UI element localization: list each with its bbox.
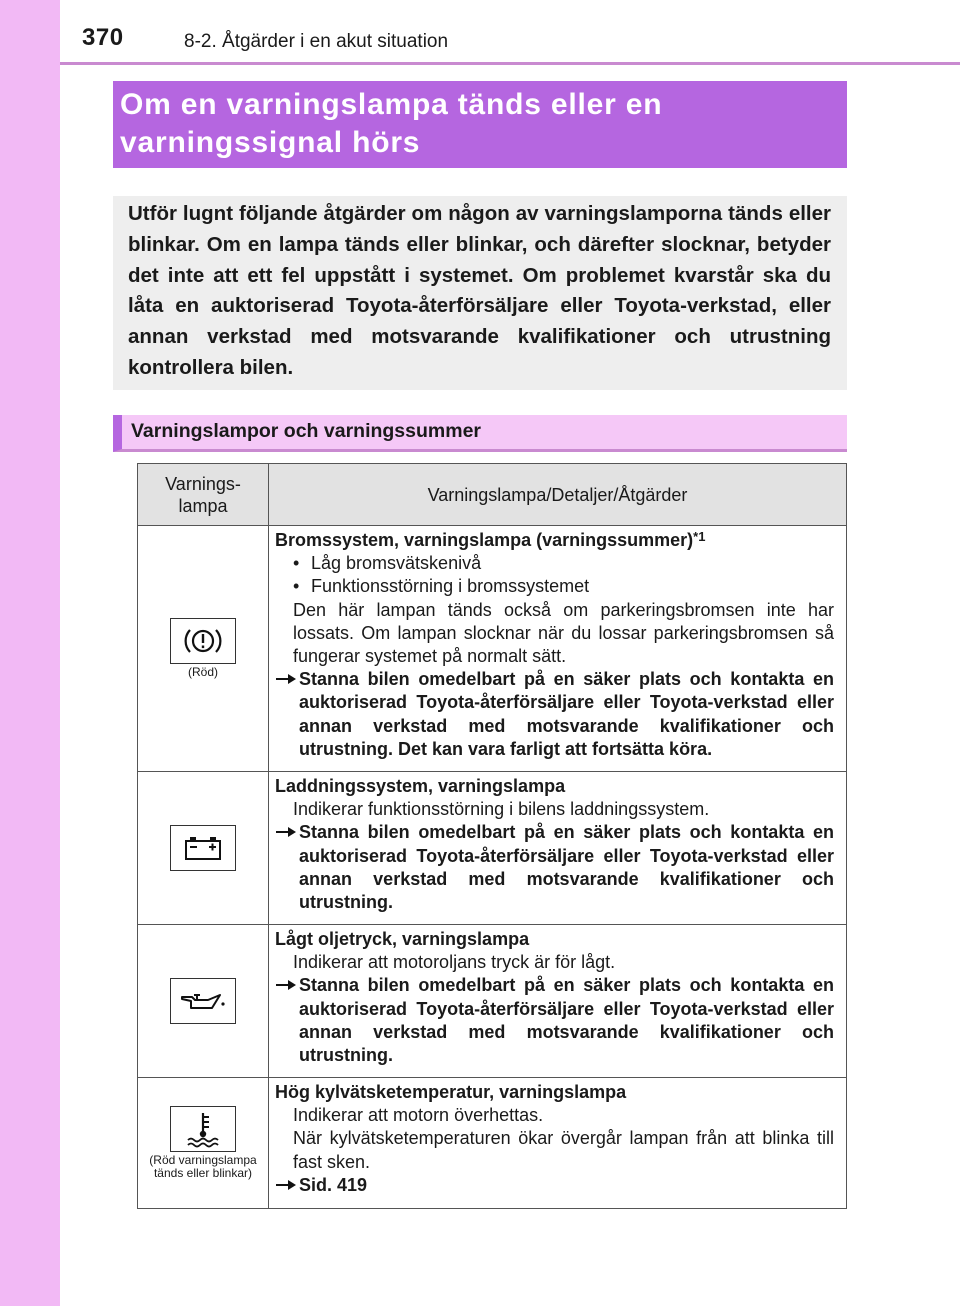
list-item: • Funktionsstörning i bromssystemet [275, 575, 834, 598]
brake-warning-icon [170, 618, 236, 664]
lamp-cell [138, 772, 269, 925]
table-row [138, 1078, 847, 1209]
details-cell [269, 925, 847, 1078]
column-header-details: Varningslampa/Detaljer/Åtgärder [269, 464, 847, 526]
lamp-description: När kylvätsketemperaturen ökar övergår lampan från att blinka till fast sken. [293, 1128, 834, 1172]
lamp-cell [138, 526, 269, 772]
table-row [138, 526, 847, 772]
footnote-marker: *1 [693, 529, 706, 544]
oil-pressure-icon [170, 978, 236, 1024]
lamp-cell [138, 925, 269, 1078]
page-number: 370 [82, 24, 124, 51]
action-text: Stanna bilen omedelbart på en säker plats och kontakta en auktoriserad Toyota-återförsäljare eller Toyota-verkstad eller annan verkstad med motsvarande kvalifikationer och utrustning. Det kan vara farligt att fortsätta köra. [275, 668, 834, 761]
table-header-row [138, 464, 847, 526]
main-heading: Om en varningslampa tänds eller en varningssignal hörs [113, 81, 847, 168]
arrow-right-icon [275, 668, 297, 694]
table-row [138, 925, 847, 1078]
section-title: 8-2. Åtgärder i en akut situation [184, 31, 449, 52]
action-text: Stanna bilen omedelbart på en säker plats och kontakta en auktoriserad Toyota-återförsäljare eller Toyota-verkstad eller annan verkstad med motsvarande kvalifikationer och utrustning. [275, 821, 834, 914]
lamp-title: Bromssystem, varningslampa (varningssummer)$^{*1}$ [275, 529, 706, 550]
side-tab-strip [0, 0, 60, 1306]
intro-box [113, 196, 847, 390]
lamp-description: Den här lampan tänds också om parkeringsbromsen inte har lossats. Om lampan slocknar när du lossar parkeringsbromsen så fungerar systemet på normalt sätt. [293, 599, 834, 667]
lamp-title: Lågt oljetryck, varningslampa [275, 929, 530, 949]
table-row [138, 772, 847, 925]
lamp-cell [138, 1078, 269, 1209]
lamp-description: Indikerar att motorn överhettas. [293, 1105, 544, 1126]
details-cell [269, 772, 847, 925]
lamp-description: Indikerar funktionsstörning i bilens laddningssystem. [293, 799, 710, 820]
column-header-lamp: Varnings- lampa [138, 464, 269, 526]
lamp-title: Hög kylvätsketemperatur, varningslampa [275, 1082, 627, 1102]
details-cell [269, 1078, 847, 1209]
arrow-right-icon [275, 974, 297, 1000]
header-rule [60, 62, 960, 65]
action-text: Stanna bilen omedelbart på en säker plats och kontakta en auktoriserad Toyota-återförsäljare eller Toyota-verkstad eller annan verkstad med motsvarande kvalifikationer och utrustning. [275, 974, 834, 1067]
lamp-description: Indikerar att motoroljans tryck är för lågt. [293, 952, 616, 973]
arrow-right-icon [275, 1174, 297, 1200]
arrow-right-icon [275, 821, 297, 847]
battery-icon [170, 825, 236, 871]
page-reference-link[interactable]: Sid. 419 [275, 1174, 834, 1197]
list-item: • Låg bromsvätskenivå [275, 552, 834, 575]
coolant-temperature-icon [170, 1106, 236, 1152]
sub-heading: Varningslampor och varningssummer [113, 415, 847, 452]
lamp-caption: (Röd) [187, 665, 218, 679]
lamp-title: Laddningssystem, varningslampa [275, 776, 566, 796]
lamp-caption: (Röd varningslampa tänds eller blinkar) [149, 1153, 257, 1180]
details-cell [269, 526, 847, 772]
warning-lamp-table [137, 463, 847, 1209]
intro-text: Utför lugnt följande åtgärder om någon av varningslamporna tänds eller blinkar. Om en lampa tänds eller blinkar, och därefter slocknar, betyder det inte att ett fel uppstått i systemet. Om problemet kvarstår ska du låta en auktoriserad Toyota-återförsäljare eller Toyota-verkstad, eller annan verkstad med motsvarande kvalifikationer och utrustning kontrollera bilen. [128, 202, 831, 379]
